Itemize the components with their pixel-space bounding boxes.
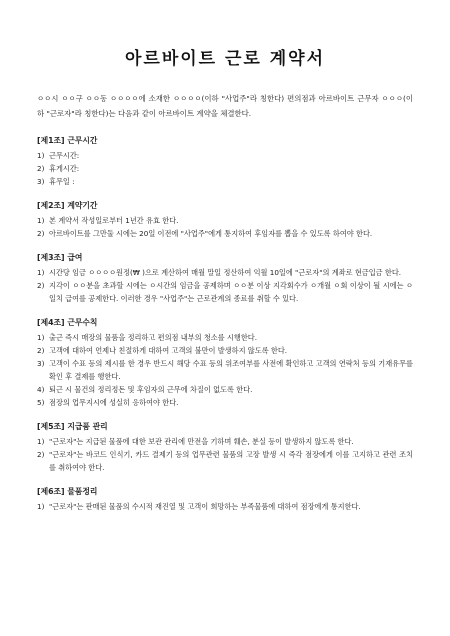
article-list bbox=[37, 134, 413, 513]
clause-text: 출근 즉시 매장의 물품을 정리하고 편의점 내부의 청소를 시행한다. bbox=[49, 333, 258, 342]
clause-text: 휴무일 : bbox=[49, 177, 75, 186]
clause-text: 지각이 ㅇㅇ분을 초과할 시에는 ㅇ시간의 임금을 공제하며 ㅇㅇ분 이상 지각회수가 ㅇ개월 ㅇ회 이상이 될 시에는 ㅇ일치 급여를 공제한다. 이러한 경우 "사업주"는 근로관계의 종료를 취할 수 있다. bbox=[49, 281, 413, 303]
clause-item bbox=[37, 149, 413, 162]
clause-item bbox=[37, 214, 413, 227]
clause-item bbox=[37, 500, 413, 513]
clause-text: 퇴근 시 물건의 정리정돈 및 후임자의 근무에 차질이 없도록 한다. bbox=[49, 385, 253, 394]
clause-item bbox=[37, 448, 413, 474]
clause-number: 3) bbox=[37, 177, 45, 186]
document-title: 아르바이트 근로 계약서 bbox=[124, 49, 326, 69]
clause-item bbox=[37, 396, 413, 409]
clause-item bbox=[37, 383, 413, 396]
clause-number: 1) bbox=[37, 151, 45, 160]
clause-item bbox=[37, 344, 413, 357]
clause-list bbox=[37, 149, 413, 188]
clause-number: 1) bbox=[37, 268, 45, 277]
clause-list bbox=[37, 435, 413, 474]
clause-item bbox=[37, 266, 413, 279]
clause-number: 4) bbox=[37, 385, 45, 394]
intro-paragraph: ㅇㅇ시 ㅇㅇ구 ㅇㅇ동 ㅇㅇㅇㅇ에 소재한 ㅇㅇㅇㅇ(이하 "사업주"라 칭한다) 편의점과 아르바이트 근무자 ㅇㅇㅇ(이하 "근로자"라 칭한다)는 다음과 같이 아르바이트 계약을 체결한다. bbox=[37, 94, 413, 118]
clause-item bbox=[37, 227, 413, 240]
clause-item bbox=[37, 162, 413, 175]
clause-item bbox=[37, 331, 413, 344]
clause-number: 2) bbox=[37, 450, 45, 459]
clause-text: "근로자"는 지급된 물품에 대한 보관 관리에 만전을 기하며 훼손, 분실 등이 발생하지 않도록 한다. bbox=[49, 437, 354, 446]
clause-item bbox=[37, 357, 413, 383]
clause-number: 5) bbox=[37, 398, 45, 407]
clause-number: 3) bbox=[37, 359, 45, 368]
clause-list bbox=[37, 331, 413, 409]
article-heading: [제5조] 지급품 관리 bbox=[37, 422, 108, 431]
article-section bbox=[37, 199, 413, 240]
clause-number: 1) bbox=[37, 502, 45, 511]
clause-number: 2) bbox=[37, 164, 45, 173]
article-heading: [제1조] 근무시간 bbox=[37, 136, 98, 145]
article-heading: [제3조] 급여 bbox=[37, 253, 83, 262]
article-heading: [제2조] 계약기간 bbox=[37, 201, 98, 210]
clause-number: 2) bbox=[37, 346, 45, 355]
clause-item bbox=[37, 435, 413, 448]
clause-text: 점장의 업무지시에 성실히 응하여야 한다. bbox=[49, 398, 179, 407]
clause-list bbox=[37, 500, 413, 513]
article-heading: [제4조] 근무수칙 bbox=[37, 318, 98, 327]
clause-text: 시간당 임금 ㅇㅇㅇㅇ원정(₩ )으로 계산하여 매월 말일 정산하여 익월 10일에 "근로자"의 계좌로 현금입금 한다. bbox=[49, 268, 402, 277]
article-section bbox=[37, 316, 413, 409]
clause-text: 본 계약서 작성일로부터 1년간 유효 한다. bbox=[49, 216, 179, 225]
clause-item bbox=[37, 175, 413, 188]
clause-number: 2) bbox=[37, 229, 45, 238]
clause-number: 1) bbox=[37, 216, 45, 225]
article-heading: [제6조] 물품정리 bbox=[37, 487, 98, 496]
clause-number: 1) bbox=[37, 437, 45, 446]
article-section bbox=[37, 134, 413, 188]
clause-text: 고객에 대하여 언제나 친절하게 대하여 고객의 불만이 발생하지 않도록 한다. bbox=[49, 346, 288, 355]
clause-text: 휴게시간: bbox=[49, 164, 80, 173]
clause-number: 1) bbox=[37, 333, 45, 342]
clause-list bbox=[37, 266, 413, 305]
article-section bbox=[37, 420, 413, 474]
clause-text: 근무시간: bbox=[49, 151, 80, 160]
clause-text: 고객이 수표 등의 제시를 한 경우 반드시 해당 수표 등의 위조여부를 사전에 확인하고 고객의 연락처 등의 기재유무를 확인 후 결제를 행한다. bbox=[49, 359, 413, 381]
clause-text: "근로자"는 판매된 물품의 수시적 재진열 및 고객이 희망하는 부족물품에 대하여 점장에게 통지한다. bbox=[49, 502, 361, 511]
clause-item bbox=[37, 279, 413, 305]
article-section bbox=[37, 251, 413, 305]
article-section bbox=[37, 485, 413, 513]
clause-text: "근로자"는 바코드 인식기, 카드 결제기 등의 업무관련 물품의 고장 발생 시 즉각 점장에게 이를 고지하고 관련 조치를 취하여야 한다. bbox=[49, 450, 413, 472]
clause-number: 2) bbox=[37, 281, 45, 290]
clause-text: 아르바이트를 그만둘 시에는 20일 이전에 "사업주"에게 통지하여 후임자를 뽑을 수 있도록 하여야 한다. bbox=[49, 229, 373, 238]
clause-list bbox=[37, 214, 413, 240]
